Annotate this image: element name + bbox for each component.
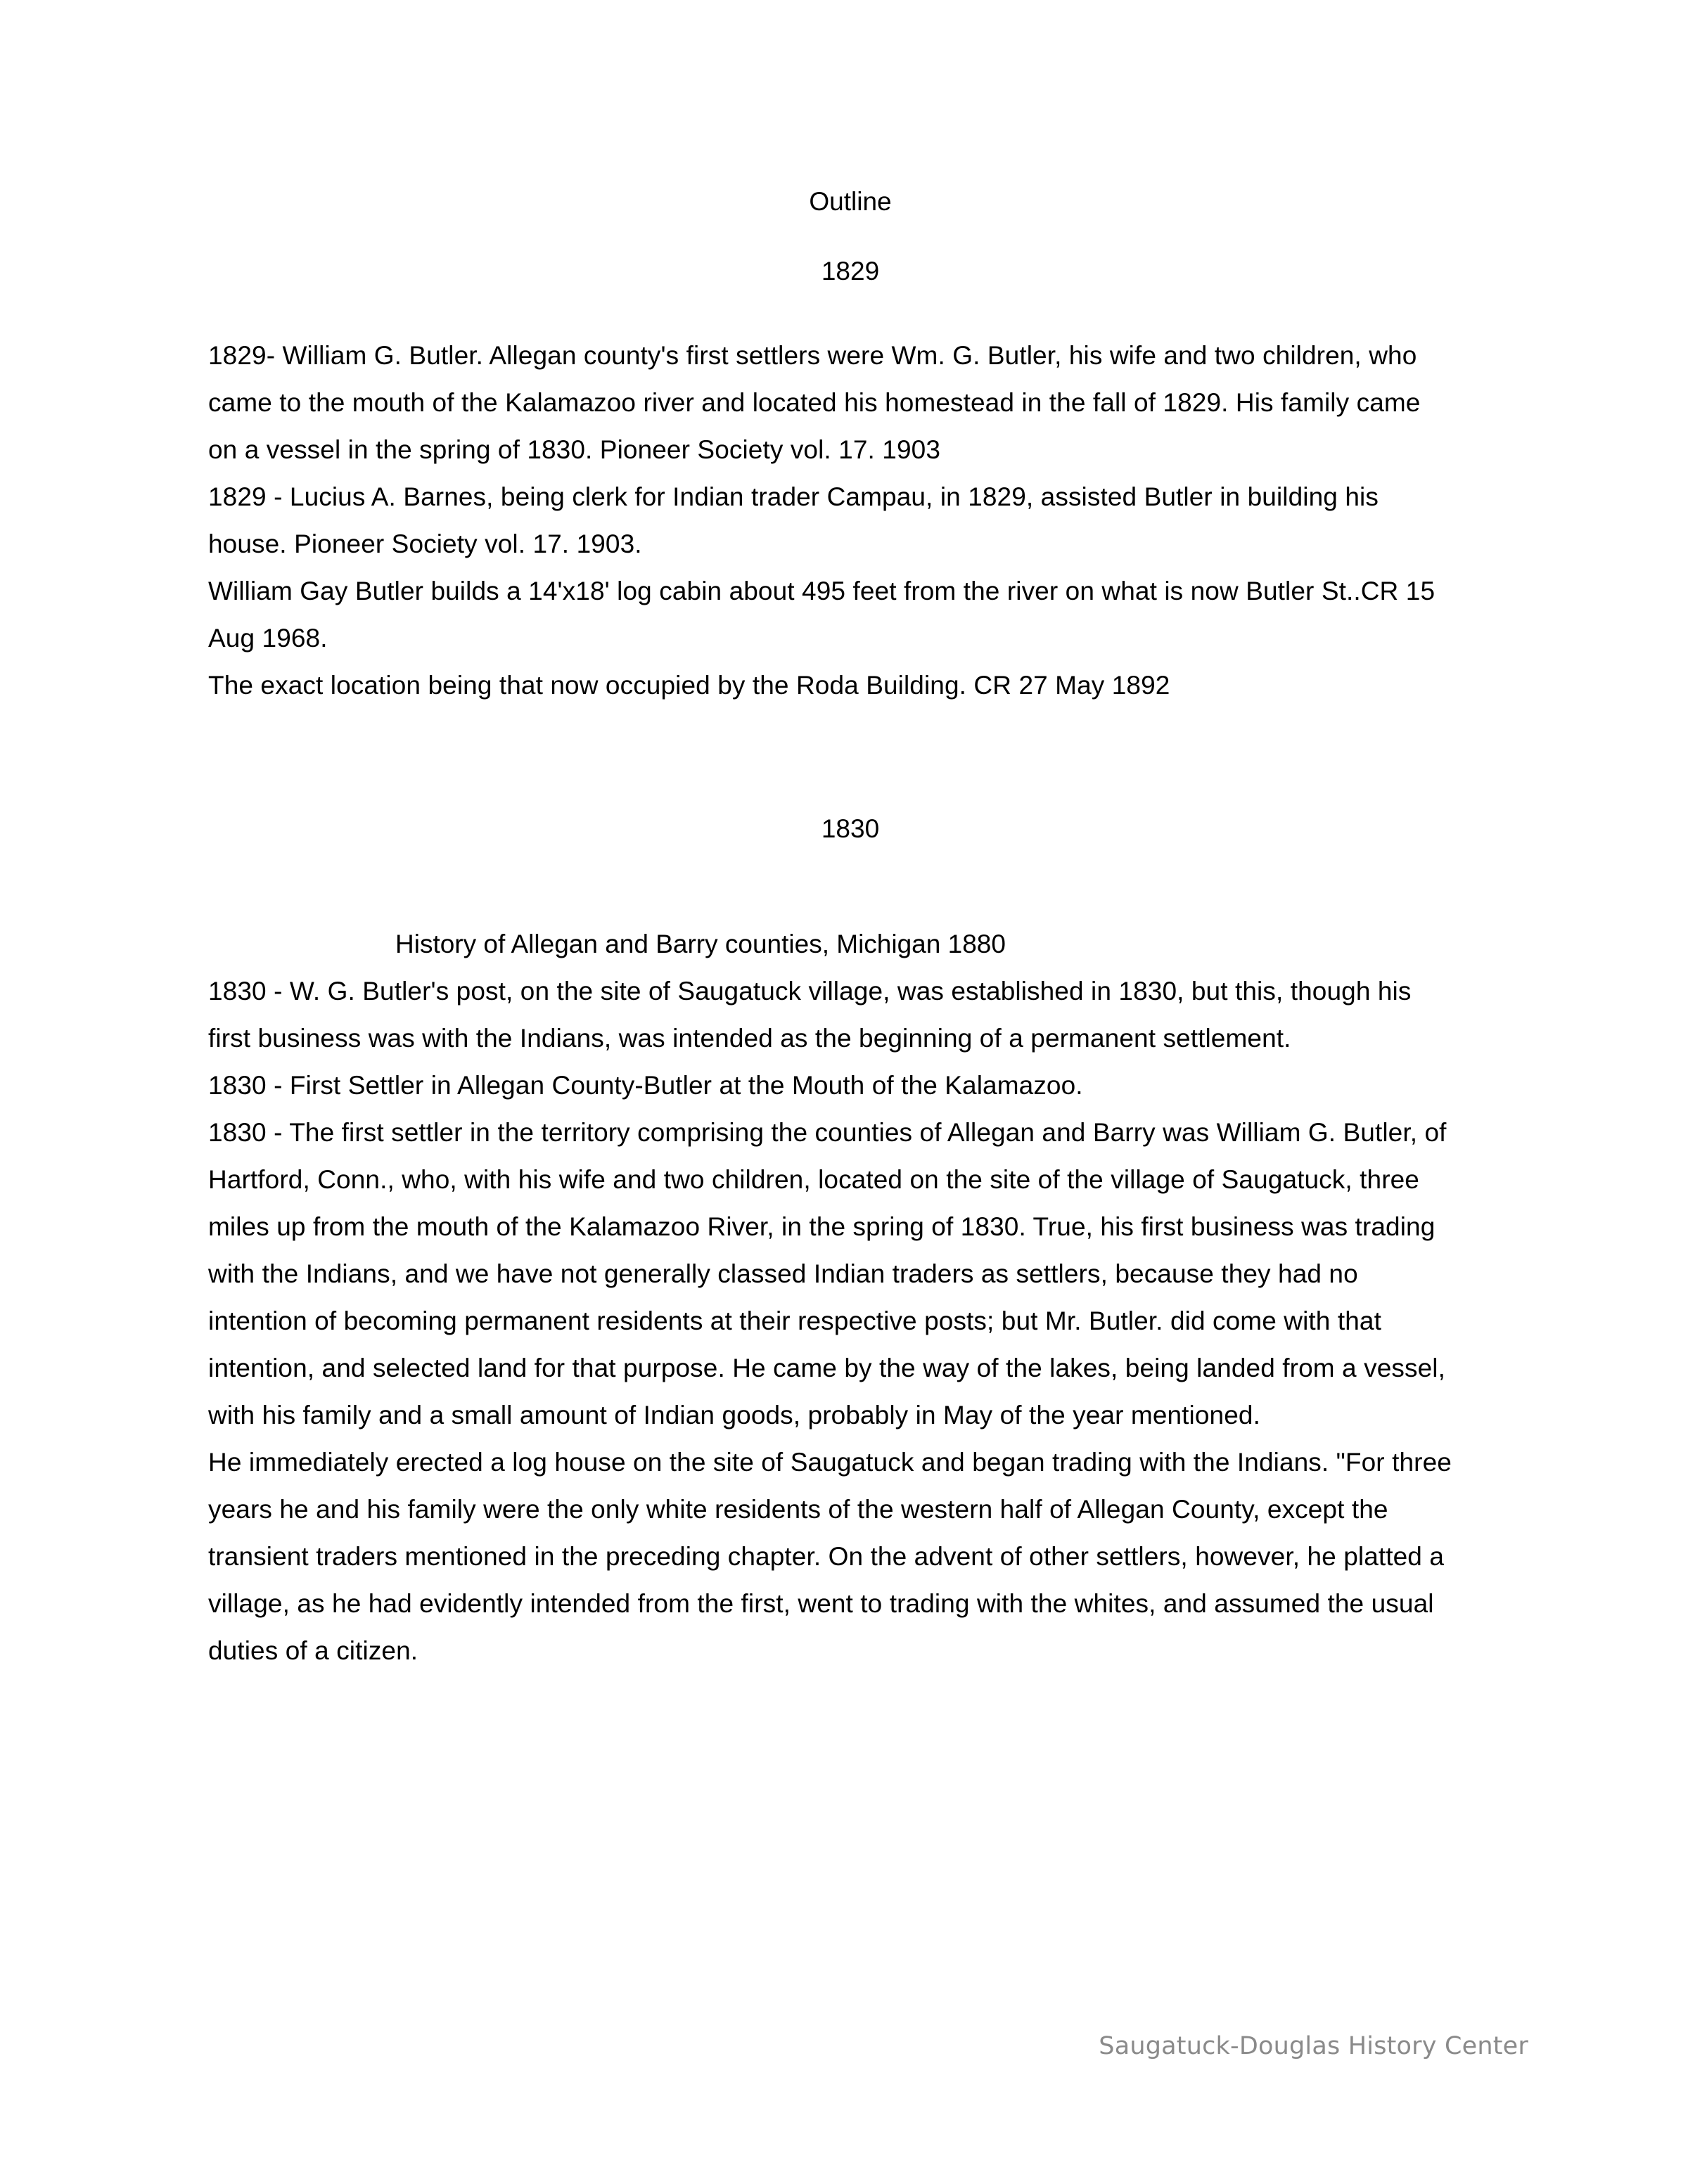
paragraph: 1830 - First Settler in Allegan County-Butler at the Mouth of the Kalamazoo. (208, 1071, 1083, 1100)
document-body (208, 188, 1453, 1674)
footer-credit: Saugatuck-Douglas History Center (1099, 2032, 1528, 2060)
spacer (208, 709, 1453, 816)
paragraph: He immediately erected a log house on the site of Saugatuck and began trading with the Indians. "For three years he and his family were the only white residents of the western half of Allegan County, except the transient traders mentioned in the preceding chapter. On the advent of other settlers, however, he platted a village, as he had evidently intended from the first, went to trading with the whites, and assumed the usual duties of a citizen. (208, 1448, 1452, 1665)
spacer (208, 214, 1453, 258)
source-citation: History of Allegan and Barry counties, Michigan 1880 (395, 930, 1006, 958)
page-title: Outline (809, 187, 892, 216)
paragraph: 1830 - W. G. Butler's post, on the site of Saugatuck village, was established in 1830, but this, though his first business was with the Indians, was intended as the beginning of a permanent settlement. (208, 977, 1412, 1053)
section-heading-1829: 1829 (821, 257, 880, 285)
section-heading-1830: 1830 (821, 814, 880, 843)
paragraph: 1829 - Lucius A. Barnes, being clerk for Indian trader Campau, in 1829, assisted Butler in building his house. Pioneer Society vol. 17. 1903. (208, 482, 1379, 558)
paragraph: 1829- William G. Butler. Allegan county's first settlers were Wm. G. Butler, his wife and two children, who came to the mouth of the Kalamazoo river and located his homestead in the fall of 1829. His family came on a vessel in the spring of 1830. Pioneer Society vol. 17. 1903 (208, 341, 1421, 464)
spacer (208, 284, 1453, 332)
spacer (208, 842, 1453, 920)
paragraph: The exact location being that now occupied by the Roda Building. CR 27 May 1892 (208, 671, 1170, 700)
paragraph: William Gay Butler builds a 14'x18' log cabin about 495 feet from the river on what is now Butler St..CR 15 Aug 1968. (208, 577, 1436, 653)
paragraph: 1830 - The first settler in the territory comprising the counties of Allegan and Barry was William G. Butler, of Hartford, Conn., who, with his wife and two children, located on the site of the village of Saugatuck, three miles up from the mouth of the Kalamazoo River, in the spring of 1830. True, his first business was trading with the Indians, and we have not generally classed Indian traders as settlers, because they had no intention of becoming permanent residents at their respective posts; but Mr. Butler. did come with that intention, and selected land for that purpose. He came by the way of the lakes, being landed from a vessel, with his family and a small amount of Indian goods, probably in May of the year mentioned. (208, 1118, 1447, 1430)
